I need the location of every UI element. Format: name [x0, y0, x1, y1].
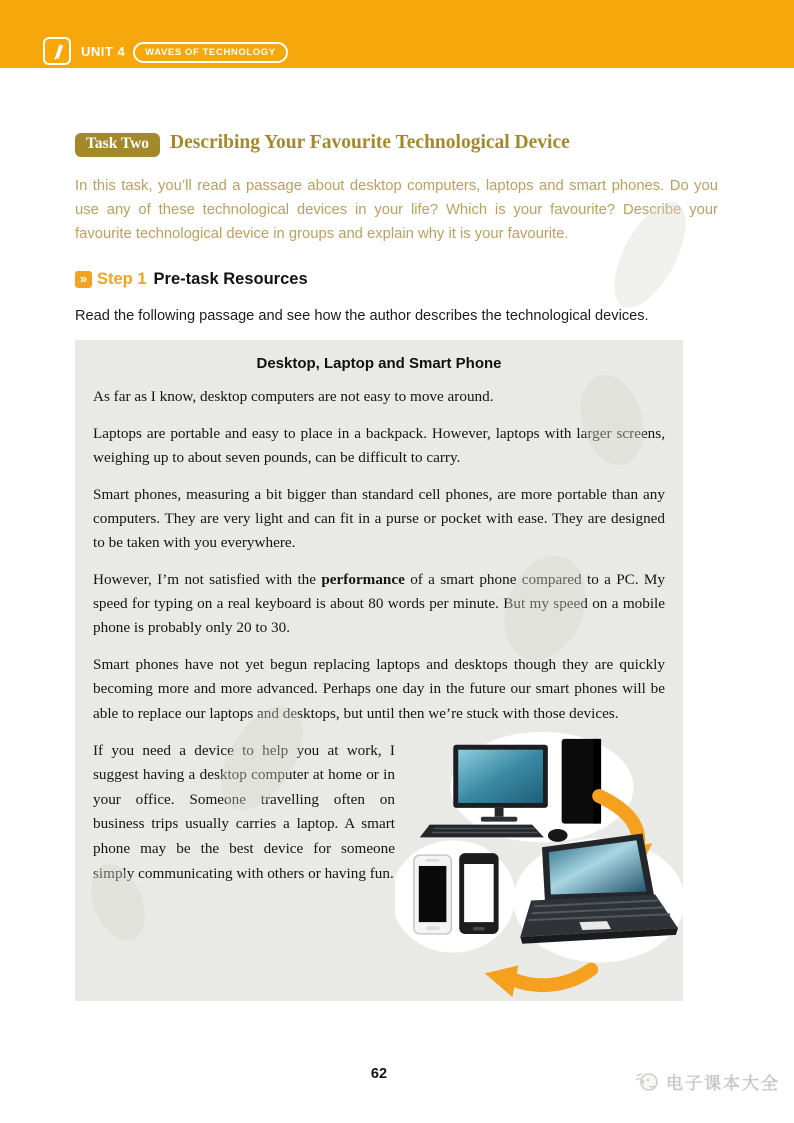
page-number: 62	[370, 1066, 388, 1082]
step-label: Step 1	[97, 270, 147, 289]
unit-header-bar	[0, 0, 794, 68]
step-instruction: Read the following passage and see how the author describes the technological devices.	[75, 308, 649, 325]
unit-subtitle-badge: WAVES OF TECHNOLOGY	[133, 42, 288, 63]
p4-before: However, I’m not satisfied with the	[93, 571, 322, 589]
task-title: Describing Your Favourite Technological Device	[170, 132, 570, 153]
passage-paragraph-5: Smart phones have not yet begun replacing laptops and desktops though they are quickly becoming more and more advanced. Perhaps one day in the future our smart phones will be able to replace our laptops and desktops, but until then we’re stuck with those devices.	[93, 656, 665, 722]
passage-paragraph-4	[93, 568, 665, 640]
passage-paragraph-3: Smart phones, measuring a bit bigger than standard cell phones, are more portable than any computers. They are very light and can fit in a purse or pocket with ease. They are designed to be taken with you everywhere.	[93, 486, 665, 552]
p4-bold-word: performance	[321, 571, 405, 589]
devices-figure	[395, 731, 683, 997]
site-watermark	[634, 1068, 780, 1094]
pencil-icon	[43, 37, 71, 65]
double-chevron-icon: »	[75, 271, 92, 288]
arrow-laptop-to-phones	[485, 965, 591, 997]
site-watermark-text: 电子课本大全	[666, 1073, 780, 1093]
step-heading	[75, 270, 718, 289]
passage-paragraph-1: As far as I know, desktop computers are not easy to move around.	[93, 388, 494, 406]
chick-logo-icon	[634, 1068, 660, 1094]
task-heading	[75, 132, 718, 157]
unit-label: UNIT 4	[81, 44, 126, 59]
page-body	[0, 68, 794, 1001]
step-title: Pre-task Resources	[153, 270, 308, 289]
task-intro-text: In this task, you’ll read a passage about desktop computers, laptops and smart phones. Do you use any of these technological devices in your life? Which is your favourite? Describe your favourite technological device in groups and explain why it is your favourite.	[75, 178, 718, 243]
task-badge: Task Two	[75, 133, 160, 157]
passage-title: Desktop, Laptop and Smart Phone	[256, 355, 502, 373]
p4-after: of a smart phone compared to a PC. My speed for typing on a real keyboard is about 80 words per minute. But my speed on a mobile phone is probably only 20 to 30.	[93, 571, 666, 637]
passage-bottom-row	[93, 739, 665, 997]
passage-paragraph-6: If you need a device to help you at work, I suggest having a desktop computer at home or in your office. Someone travelling often on business trips usually carries a laptop. A smart phone may be the best device for someone simply communicating with others or having fun.	[93, 741, 395, 882]
passage-paragraph-2: Laptops are portable and easy to place in a backpack. However, laptops with larger screens, weighing up to about seven pounds, can be difficult to carry.	[93, 425, 665, 467]
passage-box	[75, 340, 683, 1000]
